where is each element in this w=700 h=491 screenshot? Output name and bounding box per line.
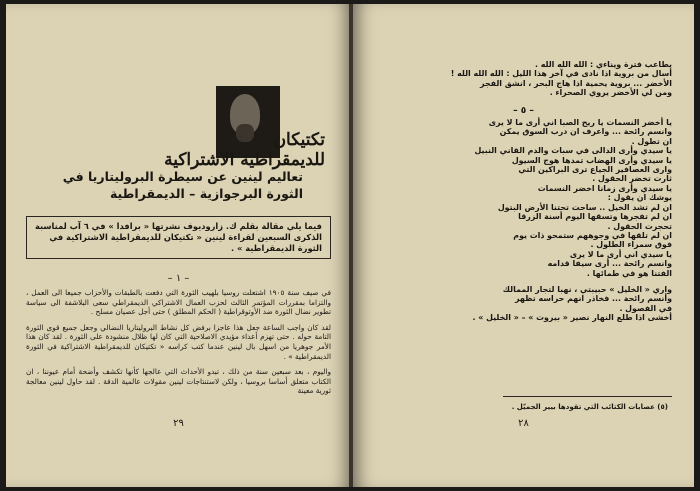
title-line-2: للديمقراطية الاشتراكية <box>164 150 325 170</box>
poem-line: يوشك ان يقول : <box>607 193 672 203</box>
footnote-rule <box>503 396 672 397</box>
poem-line: يا أخضر النسمات يا ريح الصبا اني أرى ما لا يرى <box>488 118 672 128</box>
book-spread <box>6 4 694 487</box>
poem-line: ومن لي الأخضر يروي الصحراء . <box>549 88 672 98</box>
poem-line: في الفصول . <box>619 303 672 313</box>
right-page <box>353 4 694 487</box>
page-number-left: ٢٩ <box>173 418 184 429</box>
poem-line: أسال من بروية اذا نادى في آخر هذا الليل : الله الله الله ! <box>450 69 672 79</box>
poem-line: وانسم رائحة ... أرى سيفا قدامه <box>547 259 672 269</box>
poem-line: يا سيدي وأرى زمانا اخضر النسمات <box>537 183 672 193</box>
poem-line: واري « الخليل » حبيبتي ، نهبا لتجار الممالك <box>502 284 672 294</box>
poem-line <box>375 278 672 285</box>
poem-line: يطاعب فترة ويناءي : الله الله الله . <box>534 60 672 69</box>
body-paragraph-1: في صيف سنة ١٩٠٥ اشتعلت روسيا بلهيب الثورة التي دفعت بالطبقات والأحزاب جميعا الى العمل ، والتزاما بمقررات المؤتمر الثالث لحزب العمال الاشتراكي الديمقراطي سعى البلاشفة الى سياسة تطوير نضال الثورة ضد الأوتوقراطية ( الحكم المطلق ) حتى أجل عصيان مسلح . <box>26 288 331 317</box>
article-title <box>115 130 325 170</box>
poem-line: الفتنا هو في طمائها . <box>586 268 672 278</box>
poem-line: ان لم تلقها في وجوههم ستمحو ذات يوم <box>513 230 672 240</box>
poem-text <box>375 60 672 323</box>
body-paragraph-2: لقد كان واجب الساعة جعل هذا عاجزا برفض كل نشاط البروليتاريا النضالي وجعل جميع قوى الثورة التامة حوله . حتى تهزم أعداء مؤيدي الاصلاحية التي كان لها ظلال منشودة على الثورة . لقد كان هذا الأمر جوهريا من اسهل بال لينين عندما كتب كراسه « تكتيكان للديمقراطية الاشتراكية في الثورة الديمقراطية » . <box>26 322 331 361</box>
poem-line: ان لم تشد الخيل .. ساحت تحتنا الأرض البتول <box>497 202 672 212</box>
poem-line: ان تطول . <box>631 136 672 146</box>
editor-note-box: فيما يلي مقالة بقلم ك. زاروديوف نشرتها « برافدا » في ٦ آب لمناسبة الذكرى السبعين لقراءة لينين « تكتيكان للديمقراطية الاشتراكية في الثورة الديمقراطية » . <box>26 216 331 259</box>
poem-line: يا سيدي وأرى الدالى في سبات والدم القاني النبيل <box>474 146 672 156</box>
poem-line: وانسم رائحة ... واعرف ان درب السوق يمكن <box>499 127 672 137</box>
poem-line: الأخضر ... بروية يحمية اذا هاج البحر ، انشق الفجر <box>480 78 672 88</box>
article-subtitle: تعاليم لينين عن سيطرة البروليتاريا في الثورة البرجوازية – الديمقراطية <box>62 169 303 201</box>
title-block <box>26 74 331 170</box>
footnote: (٥) عصابات الكتائب التي تقودها بيير الجميّل . <box>511 403 668 411</box>
poem-line: ان لم تفجرها وتسقها اليوم أسنة الزرقا <box>518 212 672 222</box>
poem-line: ثارت تخضر الحقول . <box>592 174 672 184</box>
page-number-right: ٢٨ <box>518 418 529 429</box>
poem-line: تحجرت الحقول . <box>607 221 672 231</box>
section-number: – ١ – <box>167 273 190 284</box>
poem-line: أخشى اذا طلع النهار نصير « بيروت » – « الخليل » . <box>472 313 672 323</box>
poem-line: وأنسم رائحة ... فخاذر انهم حراسه تظهر <box>514 294 672 304</box>
poem-line: وارى العصافير الجياع ترى البراكين التي <box>518 165 672 175</box>
poem-line <box>375 98 672 105</box>
poem-line: يا سيدي اني أرى ما لا يرى <box>569 249 672 259</box>
poem-line: فوق سمراء الطلول . <box>590 240 672 250</box>
poem-line: يا سيدي وأرى الهضاب تمدها هوج السيول <box>511 155 672 165</box>
body-paragraph-3: واليوم ، بعد سبعين سنة من ذلك ، تبدو الأحداث التي عالجها كأنها تكشف وأضحة أمام عيوننا ، ان الكتاب متعلق أساسا بروسيا ، ولكن لاستنتاجات لينين مقولات عالمية الدقة . لقد حاول لينين معالجة ثورية معينة <box>26 367 331 396</box>
left-page <box>6 4 351 487</box>
poem-line: – ٥ – <box>513 105 534 116</box>
title-line-1: تكتيكان <box>273 130 325 150</box>
